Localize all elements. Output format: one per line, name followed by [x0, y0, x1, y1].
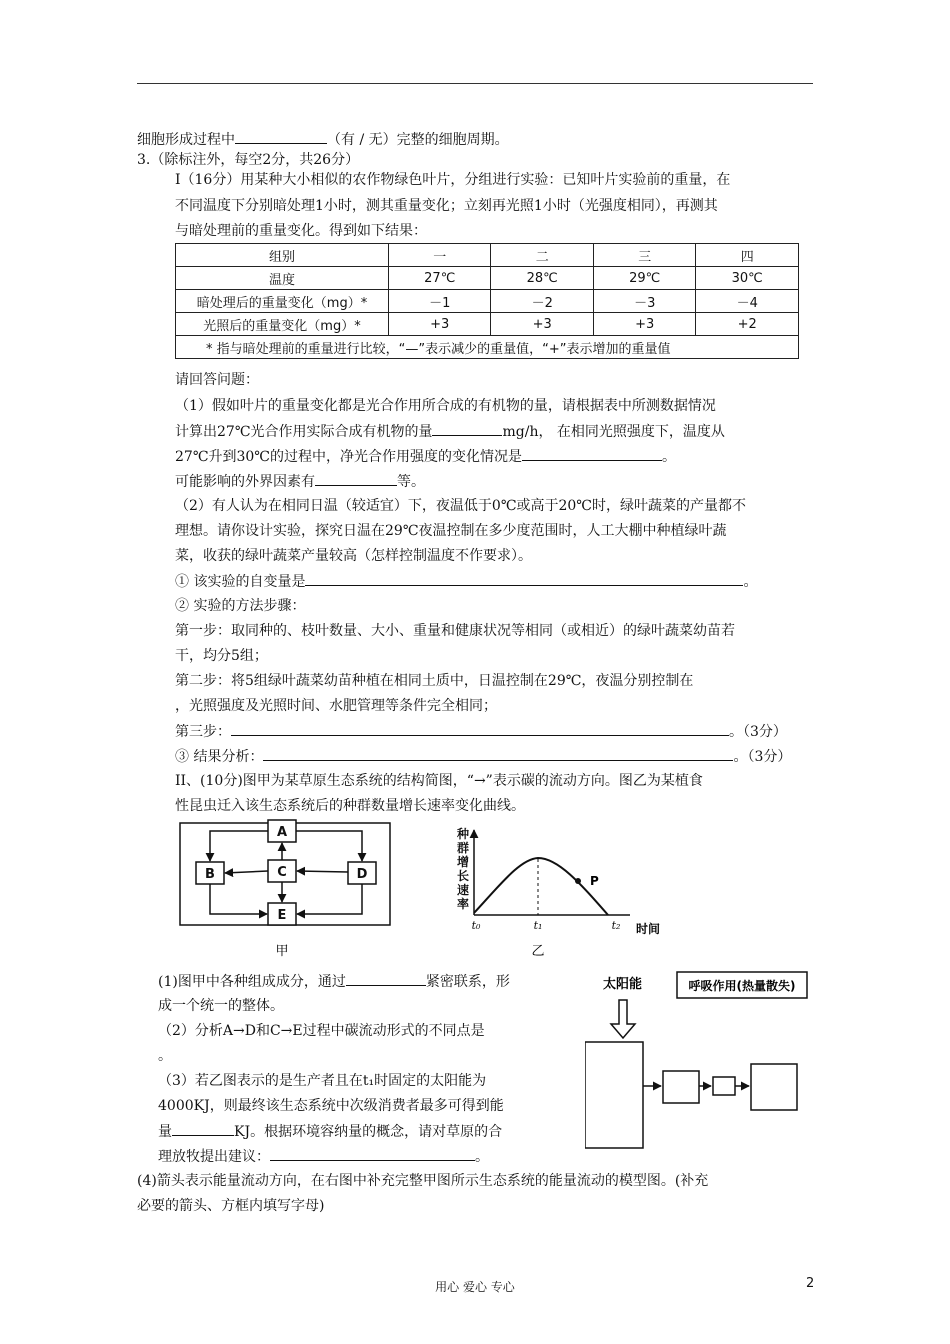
text-line: 不同温度下分别暗处理1小时，测其重量变化；立刻再光照1小时（光强度相同），再测其 — [175, 198, 718, 214]
empty-box-3[interactable] — [713, 1077, 735, 1095]
text-line: 第二步：将5组绿叶蔬菜幼苗种植在相同土质中，日温控制在29℃，夜温分别控制在 — [175, 673, 694, 689]
text-line: 成一个统一的整体。 — [158, 998, 284, 1014]
table-cell: +3 — [593, 313, 695, 336]
table-cell: 暗处理后的重量变化（mg）* — [176, 290, 389, 313]
axis-label-char: 速 — [456, 883, 470, 897]
answer-blank[interactable] — [522, 446, 662, 461]
tick-label: t₀ — [471, 919, 481, 932]
text-line: （3）若乙图表示的是生产者且在t₁时固定的太阳能为 — [158, 1073, 487, 1089]
table-row — [176, 244, 799, 267]
header-rule — [137, 83, 813, 84]
answer-blank[interactable] — [231, 721, 729, 736]
text-line: 理放牧提出建议： 。 — [158, 1146, 489, 1167]
text-line: 必要的箭头、方框内填写字母) — [137, 1198, 325, 1214]
text-line: ① 该实验的自变量是 。 — [175, 571, 757, 592]
empty-box-2[interactable] — [663, 1071, 699, 1103]
table-note: * 指与暗处理前的重量进行比较，“—”表示减少的重量值，“+”表示增加的重量值 — [176, 336, 799, 359]
text-line: 可能影响的外界因素有 等。 — [175, 471, 425, 492]
text-line: (4)箭头表示能量流动方向，在右图中补充完整甲图所示生态系统的能量流动的模型图。(补充 — [137, 1173, 709, 1189]
table-cell: 27℃ — [389, 267, 491, 290]
figure-yi — [450, 825, 680, 960]
text-line: 理想。请你设计实验，探究日温在29℃夜温控制在多少度范围时，人工大棚中种植绿叶蔬 — [175, 523, 727, 539]
text-line: 性昆虫迁入该生态系统后的种群数量增长速率变化曲线。 — [175, 798, 525, 814]
text-line: （2）有人认为在相同日温（较适宜）下，夜温低于0℃或高于20℃时，绿叶蔬菜的产量都不 — [175, 498, 746, 514]
respiration-label: 呼吸作用(热量散失) — [688, 979, 796, 993]
text-line: 计算出27℃光合作用实际合成有机物的量 mg/h， 在相同光照强度下，温度从 — [175, 421, 725, 442]
table-cell: 30℃ — [696, 267, 799, 290]
table-row — [176, 313, 799, 336]
text-line: 量 KJ。根据环境容纳量的概念，请对草原的合 — [158, 1121, 502, 1142]
arrow — [296, 831, 362, 861]
text-line: 与暗处理前的重量变化。得到如下结果： — [175, 223, 427, 239]
text-line: 干，均分5组； — [175, 648, 268, 664]
arrow — [210, 884, 267, 914]
table-cell: 温度 — [176, 267, 389, 290]
axis-label-char: 增 — [456, 855, 470, 869]
text-line: 。 — [158, 1048, 172, 1064]
table-cell: 29℃ — [593, 267, 695, 290]
table-cell: 组别 — [176, 244, 389, 267]
table-cell: 光照后的重量变化（mg）* — [176, 313, 389, 336]
node-b-label: B — [205, 867, 215, 882]
sun-energy-label: 太阳能 — [603, 977, 643, 992]
results-table — [175, 243, 799, 359]
page-number: 2 — [806, 1276, 815, 1291]
figure-caption: 甲 — [275, 944, 289, 959]
question-3-header: 3.（除标注外，每空2分，共26分） — [137, 152, 360, 168]
point-p — [575, 878, 581, 884]
text-line: ② 实验的方法步骤： — [175, 598, 306, 614]
table-cell: +3 — [491, 313, 593, 336]
page-footer: 用心 爱心 专心 — [435, 1280, 515, 1294]
text-line: I（16分）用某种大小相似的农作物绿色叶片，分组进行实验：已知叶片实验前的重量，在 — [175, 172, 731, 188]
table-cell: －4 — [696, 290, 799, 313]
empty-box-1[interactable] — [585, 1042, 643, 1148]
text-line: （2）分析A→D和C→E过程中碳流动形式的不同点是 — [158, 1023, 485, 1039]
answer-blank[interactable] — [346, 971, 426, 986]
axis-label-char: 率 — [456, 897, 470, 911]
tick-label: t₁ — [533, 919, 543, 932]
arrow — [225, 871, 268, 873]
text-line: ③ 结果分析： 。（3分） — [175, 746, 791, 767]
table-cell: 28℃ — [491, 267, 593, 290]
point-p-label: P — [590, 874, 599, 888]
table-cell: 三 — [593, 244, 695, 267]
sun-arrow-icon — [611, 1000, 635, 1038]
empty-box-4[interactable] — [751, 1064, 797, 1110]
node-d-label: D — [356, 867, 368, 882]
table-row — [176, 267, 799, 290]
figure-energy-flow — [585, 968, 810, 1153]
text-line: （1）假如叶片的重量变化都是光合作用所合成的有机物的量，请根据表中所测数据情况 — [175, 398, 716, 414]
axis-label-char: 长 — [456, 869, 470, 883]
answer-blank[interactable] — [235, 129, 327, 144]
table-cell: +3 — [389, 313, 491, 336]
answer-blank[interactable] — [270, 1146, 475, 1161]
answer-blank[interactable] — [172, 1121, 234, 1136]
node-e-label: E — [277, 908, 287, 923]
arrow — [297, 871, 348, 872]
text-line: (1)图甲中各种组成成分，通过 紧密联系，形 — [158, 971, 510, 992]
table-cell: +2 — [696, 313, 799, 336]
text-line: 请回答问题： — [175, 372, 259, 388]
figure-caption: 乙 — [531, 944, 545, 959]
table-cell: 二 — [491, 244, 593, 267]
text-line: 菜，收获的绿叶蔬菜产量较高（怎样控制温度不作要求）。 — [175, 548, 532, 564]
axis-label-char: 种 — [456, 827, 470, 841]
figure-jia — [170, 815, 400, 965]
text-line: II、(10分)图甲为某草原生态系统的结构简图，“→”表示碳的流动方向。图乙为某植食 — [175, 773, 703, 789]
growth-rate-curve — [474, 858, 608, 915]
table-row — [176, 290, 799, 313]
answer-blank[interactable] — [305, 571, 743, 586]
text-line: 27℃升到30℃的过程中，净光合作用强度的变化情况是 。 — [175, 446, 676, 467]
text-line: ，光照强度及光照时间、水肥管理等条件完全相同； — [175, 698, 497, 714]
answer-blank[interactable] — [315, 471, 397, 486]
table-cell: －3 — [593, 290, 695, 313]
arrow — [297, 884, 362, 914]
table-row — [176, 336, 799, 359]
table-cell: －2 — [491, 290, 593, 313]
answer-blank[interactable] — [432, 421, 502, 436]
table-cell: －1 — [389, 290, 491, 313]
table-cell: 一 — [389, 244, 491, 267]
table-cell: 四 — [696, 244, 799, 267]
text-line: 第三步： 。（3分） — [175, 721, 787, 742]
node-c-label: C — [277, 865, 287, 880]
text-line: 4000KJ，则最终该生态系统中次级消费者最多可得到能 — [158, 1098, 504, 1114]
answer-blank[interactable] — [263, 746, 733, 761]
arrow — [210, 831, 268, 861]
text-line: 细胞形成过程中 （有 / 无）完整的细胞周期。 — [137, 129, 509, 150]
text-line: 第一步：取同种的、枝叶数量、大小、重量和健康状况等相同（或相近）的绿叶蔬菜幼苗若 — [175, 623, 735, 639]
x-axis-label: 时间 — [635, 922, 661, 936]
axis-label-char: 群 — [456, 841, 470, 855]
tick-label: t₂ — [611, 919, 621, 932]
node-a-label: A — [276, 825, 288, 840]
